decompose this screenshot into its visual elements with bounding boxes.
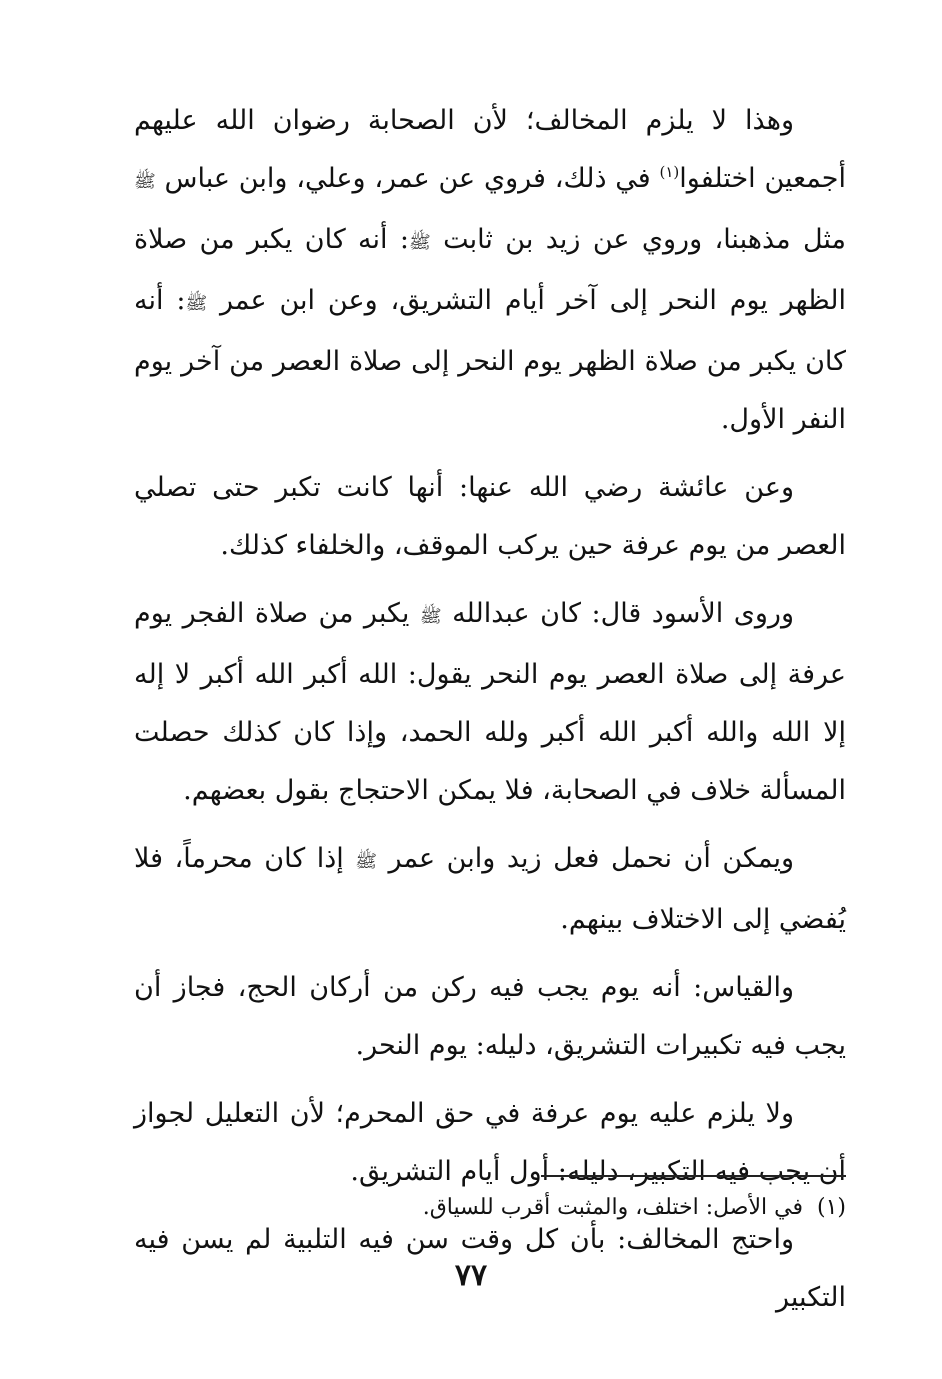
paragraph-7: واحتج المخالف: بأن كل وقت سن فيه التلبية لم يسن فيه التكبير	[134, 1224, 846, 1313]
honorific-symbol: ﷺ	[355, 851, 378, 872]
text-run: وروى الأسود قال: كان عبدالله	[441, 598, 794, 629]
main-text	[134, 92, 846, 1337]
footnote	[134, 1190, 846, 1226]
footnote-divider	[541, 1175, 846, 1177]
text-run: يكبر من صلاة الفجر يوم عرفة إلى صلاة العصر يوم النحر يقول: الله أكبر الله أكبر لا إله إلا الله والله أكبر الله أكبر ولله الحمد، وإذا كان كذلك حصلت المسألة خلاف في الصحابة، فلا يمكن الاحتجاج بقول بعضهم.	[134, 598, 846, 806]
page-number: ٧٧	[454, 1258, 488, 1293]
paragraph-5: والقياس: أنه يوم يجب فيه ركن من أركان الحج، فجاز أن يجب فيه تكبيرات التشريق، دليله: يوم النحر.	[134, 972, 846, 1061]
footnote-text: في الأصل: اختلف، والمثبت أقرب للسياق.	[422, 1195, 803, 1220]
paragraph-3	[134, 585, 846, 820]
text-run: في ذلك، فروي عن عمر، وعلي، وابن عباس	[155, 163, 660, 194]
paragraph-2: وعن عائشة رضي الله عنها: أنها كانت تكبر حتى تصلي العصر من يوم عرفة حين يركب الموقف، والخلفاء كذلك.	[134, 472, 846, 561]
text-run: : أنه كان يكبر من صلاة الظهر يوم النحر إلى صلاة العصر من آخر يوم النفر الأول.	[134, 285, 846, 435]
honorific-symbol: ﷺ	[185, 293, 208, 314]
text-run: ويمكن أن نحمل فعل زيد وابن عمر	[377, 843, 794, 874]
paragraph-6: ولا يلزم عليه يوم عرفة في حق المحرم؛ لأن التعليل لجواز أن يجب فيه التكبير، دليله: أول أيام التشريق.	[134, 1098, 846, 1187]
paragraph-1	[134, 92, 846, 449]
paragraph-4	[134, 830, 846, 949]
text-run: وهذا لا يلزم المخالف؛ لأن الصحابة رضوان الله عليهم أجمعين اختلفوا	[134, 105, 847, 194]
footnote-number: (١)	[816, 1195, 846, 1220]
text-run: : أنه كان يكبر من صلاة الظهر يوم النحر إلى آخر أيام التشريق، وعن ابن عمر	[134, 224, 847, 316]
text-run: إذا كان محرماً، فلا يُفضي إلى الاختلاف بينهم.	[134, 843, 846, 935]
honorific-symbol: ﷺ	[409, 232, 431, 253]
honorific-symbol: ﷺ	[134, 171, 156, 192]
honorific-symbol: ﷺ	[419, 606, 442, 627]
footnote-marker[interactable]: (١)	[659, 163, 680, 181]
text-run: مثل مذهبنا، وروي عن زيد بن ثابت	[430, 224, 847, 255]
